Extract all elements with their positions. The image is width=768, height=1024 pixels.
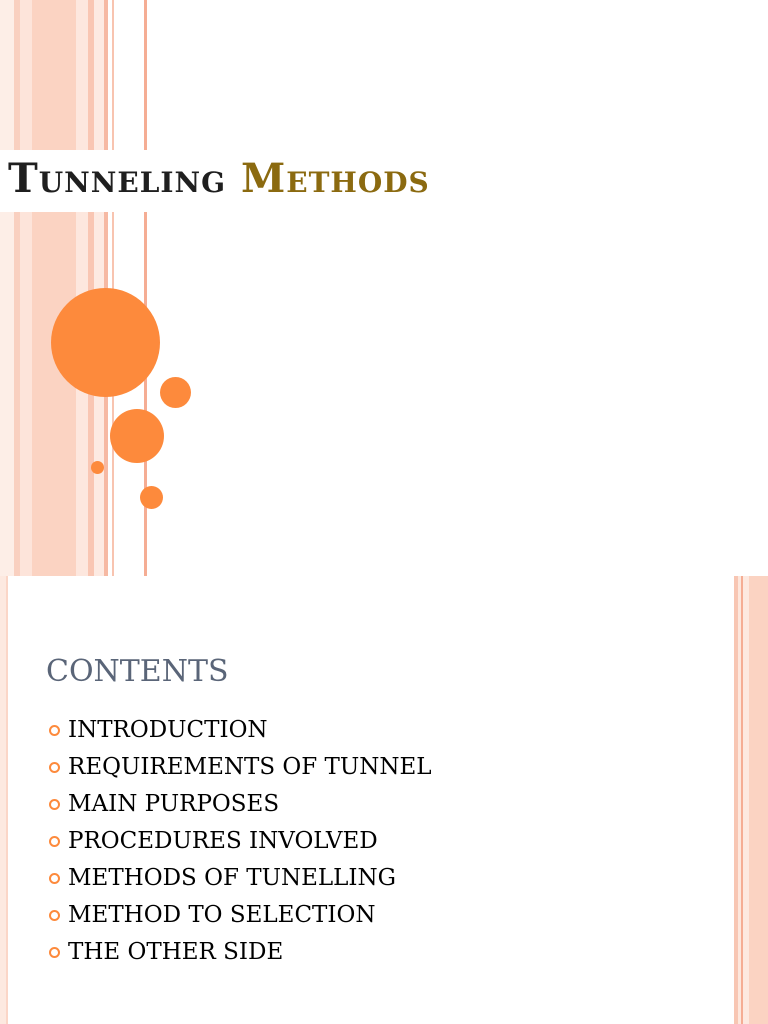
list-item xyxy=(46,823,432,860)
list-item-text: THE OTHER SIDE xyxy=(68,939,284,965)
list-item xyxy=(46,860,432,897)
title-word-tunneling: Tunneling xyxy=(8,155,227,202)
list-item xyxy=(46,786,432,823)
decorative-stripe xyxy=(20,0,32,576)
contents-slide xyxy=(0,576,768,1024)
title-word-methods: Methods xyxy=(240,155,430,202)
slide-title xyxy=(8,148,430,210)
circle-bullet-icon xyxy=(49,873,60,884)
circle-bullet-icon xyxy=(49,910,60,921)
list-item-text: INTRODUCTION xyxy=(68,717,268,743)
contents-list xyxy=(46,712,432,971)
decorative-stripe xyxy=(32,0,76,576)
list-item-text: METHODS OF TUNELLING xyxy=(68,865,396,891)
circle-bullet-icon xyxy=(49,762,60,773)
list-item-text: PROCEDURES INVOLVED xyxy=(68,828,378,854)
circle-bullet-icon xyxy=(49,947,60,958)
list-item xyxy=(46,749,432,786)
decorative-stripe xyxy=(76,0,88,576)
decorative-circle-small xyxy=(140,486,163,509)
decorative-stripe xyxy=(749,576,768,1024)
circle-bullet-icon xyxy=(49,836,60,847)
circle-bullet-icon xyxy=(49,725,60,736)
list-item xyxy=(46,897,432,934)
decorative-stripe xyxy=(6,576,8,1024)
decorative-circle-medium xyxy=(110,409,164,463)
decorative-circle-large xyxy=(51,288,160,397)
list-item xyxy=(46,712,432,749)
contents-heading: CONTENTS xyxy=(46,654,229,689)
list-item-text: MAIN PURPOSES xyxy=(68,791,280,817)
list-item-text: REQUIREMENTS OF TUNNEL xyxy=(68,754,432,780)
circle-bullet-icon xyxy=(49,799,60,810)
decorative-circle-tiny xyxy=(91,461,104,474)
list-item-text: METHOD TO SELECTION xyxy=(68,902,376,928)
list-item xyxy=(46,934,432,971)
decorative-stripe xyxy=(0,0,14,576)
decorative-circle-small xyxy=(160,377,191,408)
